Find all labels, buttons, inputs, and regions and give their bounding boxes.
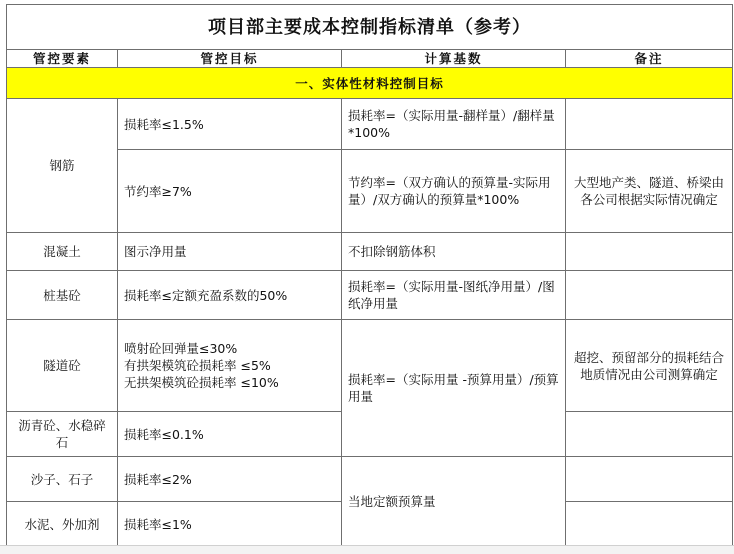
cell-note-tunnel[interactable]: 超挖、预留部分的损耗结合地质情况由公司测算确定 (566, 320, 733, 412)
cell-basis-tunnel[interactable]: 损耗率=（实际用量 -预算用量）/预算用量 (342, 320, 566, 457)
sheet-title[interactable]: 项目部主要成本控制指标清单（参考） (7, 5, 733, 50)
header-element[interactable]: 管控要素 (7, 50, 118, 68)
cell-basis-sand-cement[interactable]: 当地定额预算量 (342, 457, 566, 547)
header-notes[interactable]: 备注 (566, 50, 733, 68)
cell-element-concrete[interactable]: 混凝土 (7, 233, 118, 271)
cell-target-tunnel[interactable] (118, 320, 342, 412)
cell-note-concrete[interactable] (566, 233, 733, 271)
cell-target-sand[interactable]: 损耗率≤2% (118, 457, 342, 502)
tunnel-target-line-3: 无拱架模筑砼损耗率 ≤10% (124, 375, 279, 390)
cell-target-concrete[interactable]: 图示净用量 (118, 233, 342, 271)
cell-note-cement[interactable] (566, 502, 733, 547)
cell-note-rebar[interactable]: 大型地产类、隧道、桥梁由各公司根据实际情况确定 (566, 150, 733, 233)
cell-note-sand[interactable] (566, 457, 733, 502)
cell-note-rebar-empty[interactable] (566, 99, 733, 150)
tunnel-target-line-1: 喷射砼回弹量≤30% (124, 341, 238, 356)
cell-note-asphalt[interactable] (566, 412, 733, 457)
cell-element-asphalt[interactable]: 沥青砼、水稳碎石 (7, 412, 118, 457)
cell-element-sand[interactable]: 沙子、石子 (7, 457, 118, 502)
cell-basis-pile[interactable]: 损耗率=（实际用量-图纸净用量）/图纸净用量 (342, 271, 566, 320)
cell-element-cement[interactable]: 水泥、外加剂 (7, 502, 118, 547)
cost-control-table (6, 4, 733, 547)
cell-element-pile[interactable]: 桩基砼 (7, 271, 118, 320)
header-target[interactable]: 管控目标 (118, 50, 342, 68)
cell-target-rebar-loss[interactable]: 损耗率≤1.5% (118, 99, 342, 150)
header-basis[interactable]: 计算基数 (342, 50, 566, 68)
cell-element-rebar[interactable]: 钢筋 (7, 99, 118, 233)
cell-basis-rebar-saving[interactable]: 节约率=（双方确认的预算量-实际用量）/双方确认的预算量*100% (342, 150, 566, 233)
section-heading[interactable]: 一、实体性材料控制目标 (7, 68, 733, 99)
cell-target-pile[interactable]: 损耗率≤定额充盈系数的50% (118, 271, 342, 320)
cell-basis-concrete[interactable]: 不扣除钢筋体积 (342, 233, 566, 271)
cell-target-asphalt[interactable]: 损耗率≤0.1% (118, 412, 342, 457)
cell-target-cement[interactable]: 损耗率≤1% (118, 502, 342, 547)
cell-note-pile[interactable] (566, 271, 733, 320)
tunnel-target-line-2: 有拱架模筑砼损耗率 ≤5% (124, 358, 271, 373)
cell-target-rebar-saving[interactable]: 节约率≥7% (118, 150, 342, 233)
cell-basis-rebar-loss[interactable]: 损耗率=（实际用量-翻样量）/翻样量*100% (342, 99, 566, 150)
cell-element-tunnel[interactable]: 隧道砼 (7, 320, 118, 412)
